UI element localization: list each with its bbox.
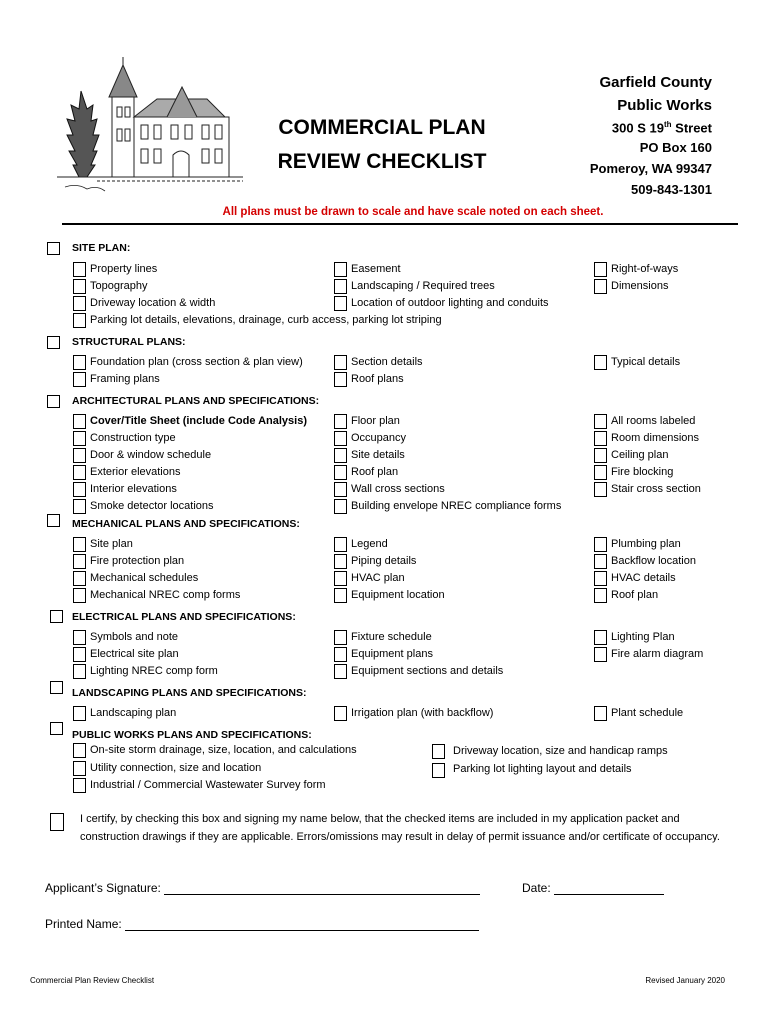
item-equipment-plans: Equipment plans — [351, 648, 433, 660]
electrical-checkbox[interactable] — [50, 610, 63, 623]
city-state-zip: Pomeroy, WA 99347 — [589, 161, 712, 176]
public-works-checkbox[interactable] — [50, 722, 63, 735]
checkbox-floor-plan[interactable] — [334, 414, 347, 429]
checkbox-room-dimensions[interactable] — [594, 431, 607, 446]
checkbox-driveway-ramps[interactable] — [432, 744, 445, 759]
checkbox-rooms-labeled[interactable] — [594, 414, 607, 429]
item-landscaping-trees: Landscaping / Required trees — [351, 280, 495, 292]
checkbox-wastewater-survey[interactable] — [73, 778, 86, 793]
checkbox-site-details[interactable] — [334, 448, 347, 463]
item-plant-schedule: Plant schedule — [611, 707, 684, 719]
item-cover-sheet: Cover/Title Sheet (include Code Analysis) — [90, 415, 307, 427]
checkbox-mech-roof-plan[interactable] — [594, 588, 607, 603]
street-address — [612, 120, 712, 135]
item-irrigation-plan: Irrigation plan (with backflow) — [351, 707, 494, 719]
item-driveway: Driveway location & width — [90, 297, 216, 309]
checkbox-equipment-location[interactable] — [334, 588, 347, 603]
checkbox-building-envelope[interactable] — [334, 499, 347, 514]
phone-number: 509-843-1301 — [631, 182, 712, 197]
printed-name-row — [45, 916, 479, 931]
item-foundation-plan: Foundation plan (cross section & plan view) — [90, 356, 303, 368]
checkbox-interior-elevations[interactable] — [73, 482, 86, 497]
item-smoke-detector: Smoke detector locations — [90, 500, 214, 512]
item-legend: Legend — [351, 538, 388, 550]
item-equipment-sections: Equipment sections and details — [351, 665, 504, 677]
site-plan-title: SITE PLAN: — [72, 242, 131, 254]
site-plan-checkbox[interactable] — [47, 242, 60, 255]
item-building-envelope: Building envelope NREC compliance forms — [351, 500, 562, 512]
checkbox-lighting-plan[interactable] — [594, 630, 607, 645]
checkbox-stair-cross-section[interactable] — [594, 482, 607, 497]
item-fixture-schedule: Fixture schedule — [351, 631, 432, 643]
date-label: Date: — [522, 881, 551, 895]
checkbox-topography[interactable] — [73, 279, 86, 294]
item-landscaping-plan: Landscaping plan — [90, 707, 177, 719]
scale-notice: All plans must be drawn to scale and have scale noted on each sheet. — [222, 206, 604, 218]
item-occupancy: Occupancy — [351, 432, 407, 444]
courthouse-sketch — [57, 47, 243, 197]
checkbox-utility-connection[interactable] — [73, 761, 86, 776]
checkbox-easement[interactable] — [334, 262, 347, 277]
checkbox-construction-type[interactable] — [73, 431, 86, 446]
street-prefix: 300 S 19 — [611, 120, 664, 136]
checkbox-fire-blocking[interactable] — [594, 465, 607, 480]
certify-checkbox[interactable] — [50, 813, 64, 831]
checkbox-framing-plans[interactable] — [73, 372, 86, 387]
item-equipment-location: Equipment location — [351, 589, 445, 601]
item-dimensions: Dimensions — [611, 280, 669, 292]
item-plumbing-plan: Plumbing plan — [611, 538, 681, 550]
item-interior-elevations: Interior elevations — [90, 483, 177, 495]
item-symbols-note: Symbols and note — [90, 631, 179, 643]
item-storm-drainage: On-site storm drainage, size, location, and calculations — [90, 744, 357, 756]
applicant-signature-row — [45, 880, 480, 895]
architectural-title: ARCHITECTURAL PLANS AND SPECIFICATIONS: — [72, 395, 320, 407]
page-title-line2: REVIEW CHECKLIST — [277, 150, 487, 173]
certification-text: I certify, by checking this box and signing my name below, that the checked items are included in my application packet and construction drawings if they are applicable. Errors/omissions may result in delay of permit issuance and/or certificate of occupancy. — [80, 813, 720, 843]
item-lighting-plan: Lighting Plan — [611, 631, 675, 643]
item-roof-plan: Roof plan — [351, 466, 399, 478]
item-property-lines: Property lines — [90, 263, 158, 275]
checkbox-dimensions[interactable] — [594, 279, 607, 294]
po-box: PO Box 160 — [639, 140, 712, 155]
checkbox-symbols-note[interactable] — [73, 630, 86, 645]
landscaping-title: LANDSCAPING PLANS AND SPECIFICATIONS: — [72, 687, 307, 699]
structural-title: STRUCTURAL PLANS: — [72, 336, 186, 348]
checkbox-landscaping-plan[interactable] — [73, 706, 86, 721]
electrical-title: ELECTRICAL PLANS AND SPECIFICATIONS: — [72, 611, 296, 623]
item-wastewater-survey: Industrial / Commercial Wastewater Survey form — [90, 779, 326, 791]
landscaping-checkbox[interactable] — [50, 681, 63, 694]
item-piping-details: Piping details — [351, 555, 417, 567]
checkbox-typical-details[interactable] — [594, 355, 607, 370]
checkbox-backflow[interactable] — [594, 554, 607, 569]
checkbox-cover-sheet[interactable] — [73, 414, 86, 429]
checkbox-hvac-details[interactable] — [594, 571, 607, 586]
checkbox-roof-plan[interactable] — [334, 465, 347, 480]
date-field[interactable] — [554, 880, 664, 895]
checkbox-plant-schedule[interactable] — [594, 706, 607, 721]
item-topography: Topography — [90, 280, 148, 292]
checkbox-landscaping-trees[interactable] — [334, 279, 347, 294]
checkbox-legend[interactable] — [334, 537, 347, 552]
page-title-line1: COMMERCIAL PLAN — [278, 116, 486, 139]
checkbox-driveway[interactable] — [73, 296, 86, 311]
item-utility-connection: Utility connection, size and location — [90, 762, 262, 774]
applicant-signature-field[interactable] — [164, 880, 480, 895]
checkbox-piping-details[interactable] — [334, 554, 347, 569]
mechanical-checkbox[interactable] — [47, 514, 60, 527]
checkbox-fire-protection[interactable] — [73, 554, 86, 569]
checkbox-lighting-nrec[interactable] — [73, 664, 86, 679]
checkbox-door-window[interactable] — [73, 448, 86, 463]
footer-left: Commercial Plan Review Checklist — [30, 976, 155, 985]
checkbox-equipment-sections[interactable] — [334, 664, 347, 679]
checkbox-foundation-plan[interactable] — [73, 355, 86, 370]
item-section-details: Section details — [351, 356, 423, 368]
item-rooms-labeled: All rooms labeled — [611, 415, 696, 427]
header-divider — [62, 223, 738, 225]
checkbox-electrical-site-plan[interactable] — [73, 647, 86, 662]
item-mech-nrec: Mechanical NREC comp forms — [90, 589, 241, 601]
printed-name-label: Printed Name: — [45, 917, 122, 931]
item-right-of-ways: Right-of-ways — [611, 263, 679, 275]
item-backflow: Backflow location — [611, 555, 696, 567]
item-fire-blocking: Fire blocking — [611, 466, 674, 478]
checkbox-exterior-elevations[interactable] — [73, 465, 86, 480]
checkbox-hvac-plan[interactable] — [334, 571, 347, 586]
checkbox-equipment-plans[interactable] — [334, 647, 347, 662]
checkbox-parking-lot[interactable] — [73, 313, 86, 328]
checkbox-roof-plans[interactable] — [334, 372, 347, 387]
street-suffix: Street — [671, 120, 712, 136]
item-electrical-site-plan: Electrical site plan — [90, 648, 179, 660]
checkbox-storm-drainage[interactable] — [73, 743, 86, 758]
item-outdoor-lighting: Location of outdoor lighting and conduits — [351, 297, 549, 309]
checkbox-smoke-detector[interactable] — [73, 499, 86, 514]
printed-name-field[interactable] — [125, 916, 479, 931]
checkbox-ceiling-plan[interactable] — [594, 448, 607, 463]
item-easement: Easement — [351, 263, 401, 275]
org-name-line1: Garfield County — [599, 74, 712, 91]
item-exterior-elevations: Exterior elevations — [90, 466, 181, 478]
applicant-signature-label: Applicant’s Signature: — [45, 881, 161, 895]
structural-checkbox[interactable] — [47, 336, 60, 349]
item-site-details: Site details — [351, 449, 405, 461]
checkbox-mech-nrec[interactable] — [73, 588, 86, 603]
item-ceiling-plan: Ceiling plan — [611, 449, 669, 461]
checkbox-outdoor-lighting[interactable] — [334, 296, 347, 311]
mechanical-title: MECHANICAL PLANS AND SPECIFICATIONS: — [72, 518, 300, 530]
item-fire-protection: Fire protection plan — [90, 555, 185, 567]
item-fire-alarm: Fire alarm diagram — [611, 648, 704, 660]
checkbox-mech-site-plan[interactable] — [73, 537, 86, 552]
footer-right: Revised January 2020 — [645, 976, 725, 985]
checkbox-mech-schedules[interactable] — [73, 571, 86, 586]
public-works-title: PUBLIC WORKS PLANS AND SPECIFICATIONS: — [72, 729, 312, 741]
item-lighting-nrec: Lighting NREC comp form — [90, 665, 218, 677]
item-room-dimensions: Room dimensions — [611, 432, 700, 444]
checkbox-plumbing-plan[interactable] — [594, 537, 607, 552]
checkbox-property-lines[interactable] — [73, 262, 86, 277]
item-wall-cross-sections: Wall cross sections — [351, 483, 445, 495]
item-mech-schedules: Mechanical schedules — [90, 572, 199, 584]
item-typical-details: Typical details — [611, 356, 681, 368]
checkbox-occupancy[interactable] — [334, 431, 347, 446]
checkbox-fixture-schedule[interactable] — [334, 630, 347, 645]
date-row — [522, 880, 664, 895]
org-name-line2: Public Works — [617, 97, 712, 114]
street-sup: th — [663, 120, 672, 129]
item-construction-type: Construction type — [90, 432, 176, 444]
item-floor-plan: Floor plan — [351, 415, 400, 427]
item-hvac-plan: HVAC plan — [351, 572, 405, 584]
checkbox-irrigation-plan[interactable] — [334, 706, 347, 721]
item-stair-cross-section: Stair cross section — [611, 483, 701, 495]
item-parking-lot: Parking lot details, elevations, drainage, curb access, parking lot striping — [90, 314, 442, 326]
checkbox-parking-lighting[interactable] — [432, 763, 445, 778]
item-parking-lighting: Parking lot lighting layout and details — [453, 763, 632, 775]
checkbox-right-of-ways[interactable] — [594, 262, 607, 277]
checkbox-fire-alarm[interactable] — [594, 647, 607, 662]
checkbox-section-details[interactable] — [334, 355, 347, 370]
item-door-window: Door & window schedule — [90, 449, 212, 461]
item-hvac-details: HVAC details — [611, 572, 676, 584]
item-driveway-ramps: Driveway location, size and handicap ramps — [453, 745, 668, 757]
architectural-checkbox[interactable] — [47, 395, 60, 408]
item-mech-roof-plan: Roof plan — [611, 589, 659, 601]
item-framing-plans: Framing plans — [90, 373, 160, 385]
item-roof-plans: Roof plans — [351, 373, 404, 385]
item-mech-site-plan: Site plan — [90, 538, 133, 550]
checkbox-wall-cross-sections[interactable] — [334, 482, 347, 497]
